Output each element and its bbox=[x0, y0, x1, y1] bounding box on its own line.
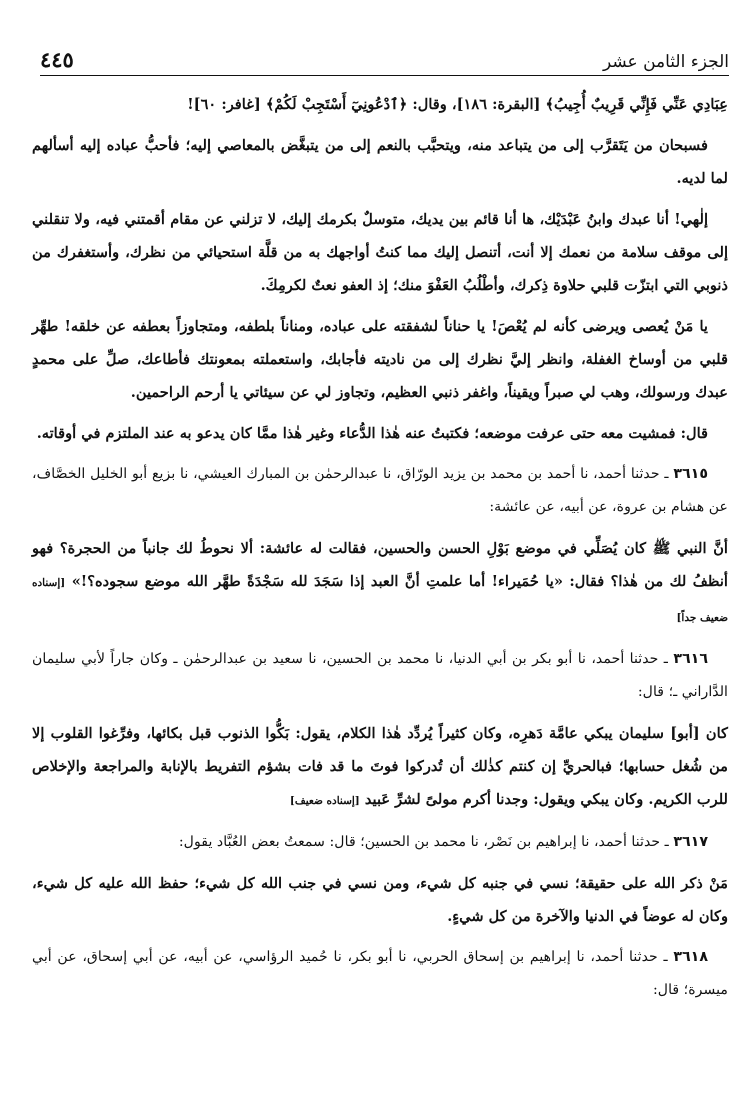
page-header bbox=[40, 28, 729, 76]
page-body bbox=[32, 88, 728, 1015]
matn-text: أنَّ النبي ﷺ كان يُصَلِّي في موضع بَوْلِ الحسن والحسين، فقالت له عائشة: ألا نحوطُ لك جانباً من الحجرة؟ فهو أنظفُ لك من هٰذا؟ فقال: «يا حُمَيراء! أما علمتِ أنَّ العبد إذا سَجَدَ لله سَجْدَةً طهَّر الله موضع سجوده؟!» bbox=[32, 540, 728, 590]
paragraph-narrator-note: قال: فمشيت معه حتى عرفت موضعه؛ فكتبتُ عنه هٰذا الدُّعاء وغير هٰذا ممَّا كان يدعو به عند الملتزم في أوقاته. bbox=[36, 425, 708, 442]
hadith-3617-isnad bbox=[32, 826, 728, 859]
hadith-3616-matn bbox=[32, 717, 728, 818]
hadith-number: ٣٦١٧ bbox=[673, 834, 708, 850]
isnad-text: ـ حدثنا أحمد، نا أحمد بن محمد بن يزيد الورّاق، نا عبدالرحمٰن بن المبارك العيشي، نا بزيع أبو الخليل الخصَّاف، عن هشام بن عروة، عن أبيه، عن عائشة: bbox=[32, 466, 728, 515]
hadith-3615-matn bbox=[32, 532, 728, 635]
hadith-number: ٣٦١٨ bbox=[673, 949, 708, 965]
running-title: الجزء الثامن عشر bbox=[602, 52, 729, 72]
grade-label: [إسناده ضعيف جداً] bbox=[32, 577, 728, 624]
paragraph-quran-verse: عِبَادِي عَنِّي فَإِنِّي قَرِيبٌ أُجِيبُ﴾ [البقرة: ١٨٦]، وقال: ﴿ٱدْعُونِيٓ أَسْتَجِبْ لَكُمْ﴾ [غافر: ٦٠]! bbox=[187, 96, 728, 113]
matn-text: كان [أبو] سليمان يبكي عامَّة دَهرِه، وكان كثيراً يُردِّد هٰذا الكلام، يقول: بَكُّوا الذنوب قبل بكائها، وفرِّغوا القلوب إلا من شُغل حسابها؛ فبالحريِّ إن كنتم كذٰلك أن تُدركوا فوتَ ما قد فات بشؤم التفريط بالإنابة والمراجعة والإخلاص للرب الكريم. وكان يبكي ويقول: وجدنا أكرم مولىً لشرِّ عَبيد bbox=[32, 725, 728, 808]
matn-text: مَنْ ذكر الله على حقيقة؛ نسي في جنبه كل شيء، ومن نسي في جنب الله كل شيء؛ حفظ الله عليه كل شيء، وكان له عوضاً في الدنيا والآخرة من كل شيءٍ. bbox=[32, 875, 728, 925]
isnad-text: ـ حدثنا أحمد، نا أبو بكر بن أبي الدنيا، نا محمد بن الحسين، نا سعيد بن عبدالرحمٰن ـ وكان جاراً لأبي سليمان الدَّاراني ـ؛ قال: bbox=[32, 651, 728, 700]
paragraph-praise: فسبحان من يَتَقرَّب إلى من يتباعد منه، ويتحبَّب بالنعم إلى من يتبغَّض بالمعاصي إليه؛ فأحبُّ عباده إليه أسألهم لما لديه. bbox=[32, 137, 728, 187]
page-number: ٤٤٥ bbox=[40, 47, 74, 72]
paragraph-supplication-1: إلٰهي! أنا عبدك وابنُ عَبْدَيْك، ها أنا قائم بين يديك، متوسلٌ بكرمك إليك، لا تزلني عن مقام أقمتني فيه، ولا تنقلني إلى موقف سلامة من نعمك إلا أنت، أتنصل إليك مما كنتُ أواجهك به من قلَّة استحيائي من نظرك، وأستغفرك من ذنوبي التي ابتزّت قلبي حلاوة ذِكرك، وأطْلُبُ العَفْوَ منك؛ إذ العفو نعتٌ لكرمِكَ. bbox=[32, 211, 728, 294]
grade-label: [إسناده ضعيف] bbox=[289, 795, 360, 807]
paragraph-supplication-2: يا مَنْ يُعصى ويرضى كأنه لم يُعْصَ! يا حناناً لشفقته على عباده، ومناناً بلطفه، ومتجاوزاً بعطفه عن خلقه! طهِّر قلبي من أوساخ الغفلة، وانظر إليَّ نظرك إلى من ناديته فأجابك، واستعملته بمعونتك فأطاعك، صلِّ على محمدٍ عبدك ورسولك، وهب لي صبراً ويقيناً، واغفر ذنبي العظيم، وتجاوز لي عن سيئاتي يا أرحم الراحمين. bbox=[32, 318, 728, 401]
hadith-3616-isnad bbox=[32, 643, 728, 709]
hadith-3615-isnad bbox=[32, 458, 728, 524]
hadith-number: ٣٦١٦ bbox=[673, 651, 708, 667]
isnad-text: ـ حدثنا أحمد، نا إبراهيم بن نَصْر، نا محمد بن الحسين؛ قال: سمعتُ بعض العُبَّاد يقول: bbox=[178, 834, 669, 850]
hadith-3618-isnad bbox=[32, 941, 728, 1007]
hadith-number: ٣٦١٥ bbox=[673, 466, 708, 482]
isnad-text: ـ حدثنا أحمد، نا إبراهيم بن إسحاق الحربي، نا أبو بكر، نا حُميد الرؤاسي، عن أبيه، عن أبي إسحاق، عن أبي ميسرة؛ قال: bbox=[32, 949, 728, 998]
hadith-3617-matn bbox=[32, 867, 728, 933]
